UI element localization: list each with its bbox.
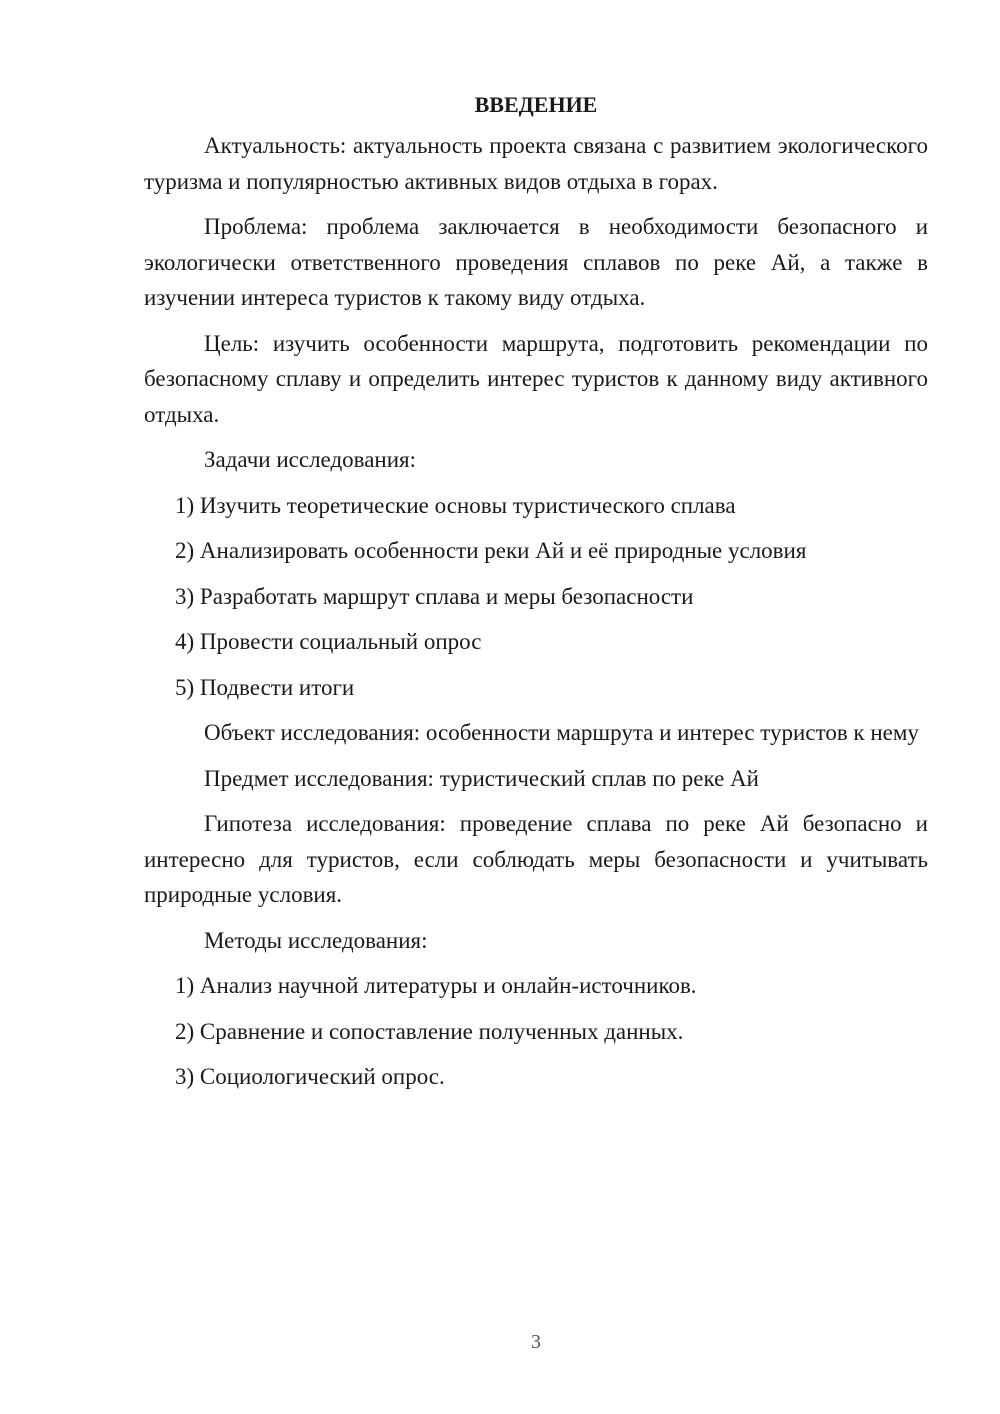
method-item: 2) Сравнение и сопоставление полученных данных.	[175, 1018, 684, 1044]
method-item: 1) Анализ научной литературы и онлайн-источников.	[175, 973, 697, 998]
methods-heading: Методы исследования:	[204, 927, 428, 953]
method-item: 3) Социологический опрос.	[175, 1064, 445, 1089]
document-title: ВВЕДЕНИЕ	[474, 92, 598, 117]
tasks-heading: Задачи исследования:	[204, 447, 417, 472]
document-body	[144, 90, 928, 1105]
hypothesis-paragraph: Гипотеза исследования: проведение сплава по реке Ай безопасно и интересно для туристов, если соблюдать меры безопасности и учитывать природные условия.	[144, 811, 928, 907]
task-item: 5) Подвести итоги	[175, 674, 355, 700]
object-paragraph: Объект исследования: особенности маршрута и интерес туристов к нему	[204, 720, 919, 745]
methods-list	[144, 968, 928, 1095]
relevance-paragraph: Актуальность: актуальность проекта связана с развитием экологического туризма и популярностью активных видов отдыха в горах.	[144, 133, 928, 194]
problem-paragraph: Проблема: проблема заключается в необходимости безопасного и экологически ответственного проведения сплавов по реке Ай, а также в изучении интереса туристов к такому виду отдыха.	[144, 214, 928, 310]
task-item: 4) Провести социальный опрос	[175, 629, 482, 654]
goal-paragraph: Цель: изучить особенности маршрута, подготовить рекомендации по безопасному сплаву и определить интерес туристов к данному виду активного отдыха.	[144, 330, 928, 427]
task-item: 3) Разработать маршрут сплава и меры безопасности	[175, 583, 694, 609]
subject-paragraph: Предмет исследования: туристический сплав по реке Ай	[204, 765, 759, 791]
tasks-list	[144, 488, 928, 706]
task-item: 2) Анализировать особенности реки Ай и её природные условия	[175, 538, 807, 563]
page-number: 3	[531, 1331, 541, 1353]
task-item: 1) Изучить теоретические основы туристического сплава	[175, 492, 736, 518]
